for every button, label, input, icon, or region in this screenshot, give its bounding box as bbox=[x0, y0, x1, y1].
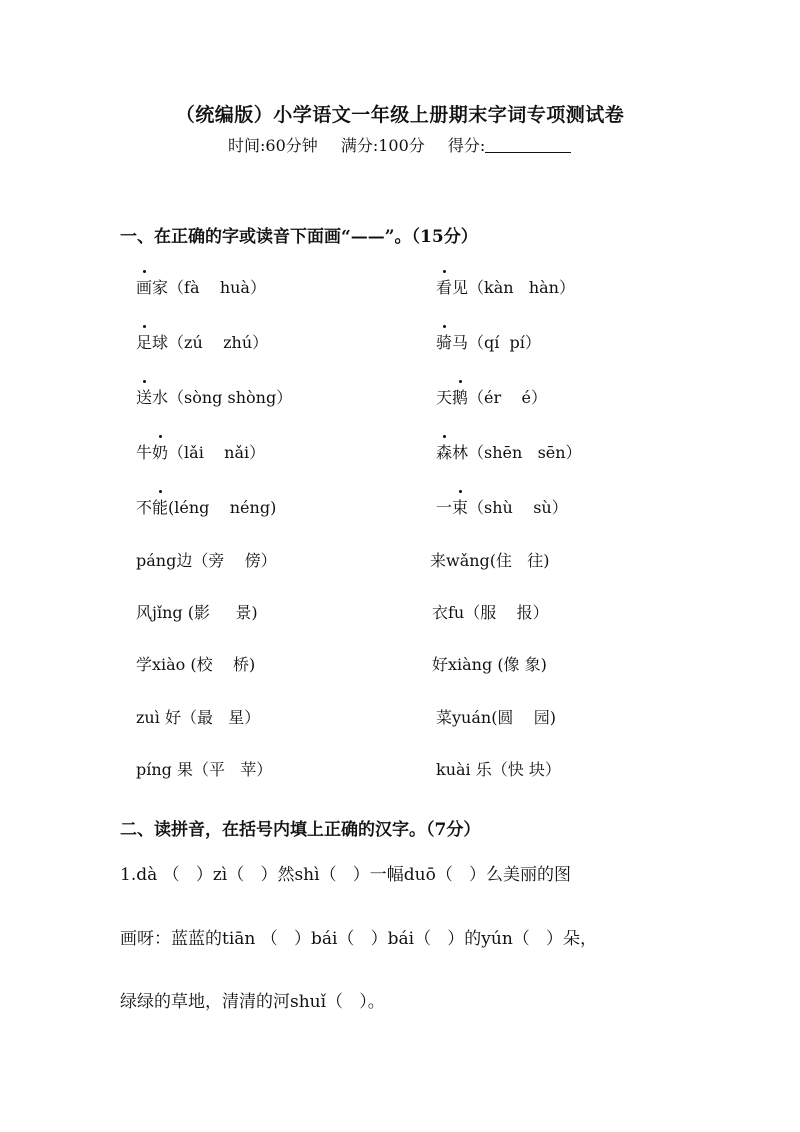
marked-char: 足 bbox=[136, 333, 153, 352]
exam-full-score: 满分:100分 bbox=[340, 136, 425, 155]
item-1: 画家（fà huà） bbox=[136, 278, 266, 297]
exam-score-label: 得分: bbox=[447, 136, 486, 155]
item-2: 看见（kàn hàn） bbox=[436, 278, 575, 297]
item-16: 好xiàng (像 象) bbox=[432, 655, 547, 674]
item-8: 森林（shēn sēn） bbox=[436, 443, 582, 462]
item-5: 送水（sòng shòng） bbox=[136, 388, 293, 407]
marked-char: 鹅 bbox=[452, 388, 469, 407]
marked-char: 奶 bbox=[152, 443, 169, 462]
marked-char: 送 bbox=[136, 388, 153, 407]
marked-char: 森 bbox=[436, 443, 453, 462]
fill-in-line-2: 画呀：蓝蓝的tiān （ ）bái（ ）bái（ ）的yún（ ）朵， bbox=[120, 929, 598, 949]
item-9: 不能(léng néng) bbox=[136, 498, 277, 517]
item-11: páng边（旁 傍） bbox=[136, 551, 277, 570]
item-3: 足球（zú zhú） bbox=[136, 333, 269, 352]
item-12: 来wǎng(住 往) bbox=[430, 551, 550, 570]
item-10: 一束（shù sù） bbox=[436, 498, 568, 517]
exam-info bbox=[228, 133, 589, 156]
marked-char: 能 bbox=[152, 498, 169, 517]
marked-char: 骑 bbox=[436, 333, 453, 352]
marked-char: 束 bbox=[452, 498, 469, 517]
exam-time: 时间:60分钟 bbox=[228, 136, 318, 155]
item-15: 学xiào (校 桥) bbox=[136, 655, 256, 674]
marked-char: 看 bbox=[436, 278, 453, 297]
item-20: kuài 乐（快 块） bbox=[436, 760, 561, 779]
item-19: píng 果（平 苹） bbox=[136, 760, 273, 779]
fill-in-line-3: 绿绿的草地，清清的河shuǐ（ ）。 bbox=[120, 992, 385, 1012]
marked-char: 画 bbox=[136, 278, 153, 297]
score-blank bbox=[485, 138, 571, 153]
item-4: 骑马（qí pí） bbox=[436, 333, 541, 352]
item-14: 衣fu（服 报） bbox=[432, 603, 549, 622]
page-title: （统编版）小学语文一年级上册期末字词专项测试卷 bbox=[175, 104, 625, 126]
fill-in-line-1: 1.dà （ ）zì（ ）然shì（ ）一幅duō（ ）么美丽的图 bbox=[120, 865, 572, 885]
item-7: 牛奶（lǎi nǎi） bbox=[136, 443, 266, 462]
item-18: 菜yuán(圆 园) bbox=[436, 708, 557, 727]
item-13: 风jǐng (影 景) bbox=[136, 603, 258, 622]
item-6: 天鹅（ér é） bbox=[436, 388, 547, 407]
item-17: zuì 好（最 星） bbox=[136, 708, 261, 727]
section-2-heading: 二、读拼音，在括号内填上正确的汉字。（7分） bbox=[120, 820, 481, 840]
section-1-heading: 一、在正确的字或读音下面画“——”。（15分） bbox=[120, 227, 478, 247]
